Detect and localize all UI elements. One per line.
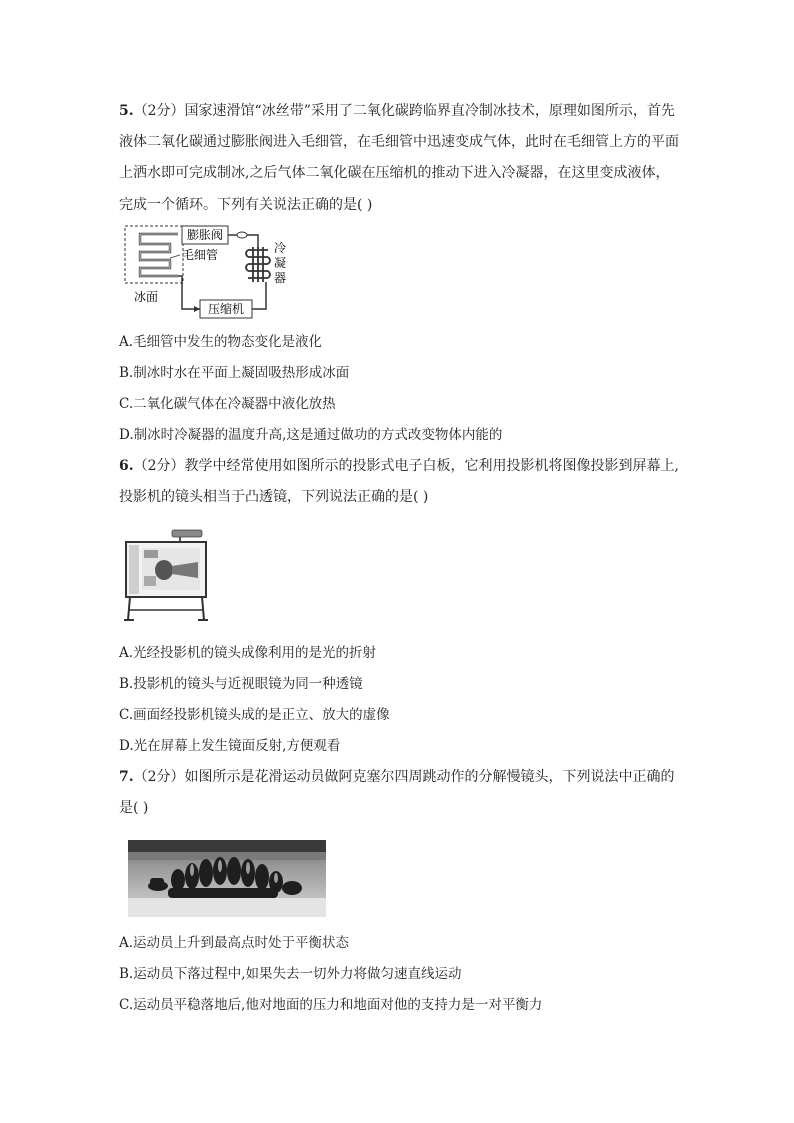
expansion-valve-label: 膨胀阀 xyxy=(186,228,224,242)
q5-score: （2分） xyxy=(133,103,185,119)
q7-option-a: A.运动员上升到最高点时处于平衡状态 xyxy=(119,935,350,951)
ice-surface-label: 冰面 xyxy=(134,290,159,304)
q6-score: （2分） xyxy=(133,458,185,474)
q6-stem-line-1 xyxy=(119,456,679,476)
q7-score: （2分） xyxy=(133,769,185,785)
q7-stem-line-1 xyxy=(119,767,675,787)
q5-stem-line-3: 上洒水即可完成制冰,之后气体二氧化碳在压缩机的推动下进入冷凝器，在这里变成液体， xyxy=(119,165,670,181)
q6-number: 6. xyxy=(119,458,134,474)
q7-option-c: C.运动员平稳落地后,他对地面的压力和地面对他的支持力是一对平衡力 xyxy=(119,997,543,1013)
refrigeration-cycle-svg xyxy=(118,222,293,322)
whiteboard-illustration xyxy=(120,528,210,623)
q5-number: 5. xyxy=(119,103,134,119)
q5-stem-line-1 xyxy=(119,101,675,121)
q7-stem-line-2: 是( ) xyxy=(119,800,149,816)
pipe-coupling xyxy=(237,232,247,238)
q5-stem-text-1: 国家速滑馆“冰丝带”采用了二氧化碳跨临界直冷制冰技术，原理如图所示，首先 xyxy=(184,103,675,119)
q7-stem-text-1: 如图所示是花滑运动员做阿克塞尔四周跳动作的分解慢镜头，下列说法中正确的 xyxy=(184,769,675,785)
q6-option-c: C.画面经投影机镜头成的是正立、放大的虚像 xyxy=(119,707,390,723)
q5-option-d: D.制冰时冷凝器的温度升高,这是通过做功的方式改变物体内能的 xyxy=(119,427,503,443)
condenser-coil xyxy=(246,247,270,282)
condenser-label-char-3: 器 xyxy=(273,271,287,285)
projector xyxy=(172,530,202,537)
q7-option-b: B.运动员下落过程中,如果失去一切外力将做匀速直线运动 xyxy=(119,966,462,982)
q5-stem-line-4: 完成一个循环。下列有关说法正确的是( ) xyxy=(119,197,373,213)
q7-number: 7. xyxy=(119,769,134,785)
q5-stem-line-2: 液体二氧化碳通过膨胀阀进入毛细管，在毛细管中迅速变成气体，此时在毛细管上方的平面 xyxy=(119,134,679,150)
q6-stem-line-2: 投影机的镜头相当于凸透镜，下列说法正确的是( ) xyxy=(119,489,429,505)
capillary-tube xyxy=(140,234,178,276)
q6-option-d: D.光在屏幕上发生镜面反射,方便观看 xyxy=(119,738,341,754)
condenser-label-char-2: 凝 xyxy=(273,256,287,270)
q6-option-a: A.光经投影机的镜头成像利用的是光的折射 xyxy=(119,645,377,661)
condenser-label-char-1: 冷 xyxy=(273,241,287,255)
q6-stem-text-1: 教学中经常使用如图所示的投影式电子白板，它利用投影机将图像投影到屏幕上, xyxy=(184,458,679,474)
flow-arrow xyxy=(194,306,200,312)
q5-refrigeration-diagram xyxy=(118,222,293,322)
q5-option-a: A.毛细管中发生的物态变化是液化 xyxy=(119,334,323,350)
q5-option-c: C.二氧化碳气体在冷凝器中液化放热 xyxy=(119,396,336,412)
capillary-label: 毛细管 xyxy=(182,248,219,262)
q6-option-b: B.投影机的镜头与近视眼镜为同一种透镜 xyxy=(119,676,363,692)
compressor-label: 压缩机 xyxy=(207,302,245,316)
q5-option-b: B.制冰时水在平面上凝固吸热形成冰面 xyxy=(119,365,350,381)
q7-skating-photo xyxy=(128,840,326,917)
figure-skating-sequence xyxy=(128,840,326,917)
q6-whiteboard-photo xyxy=(120,528,210,623)
